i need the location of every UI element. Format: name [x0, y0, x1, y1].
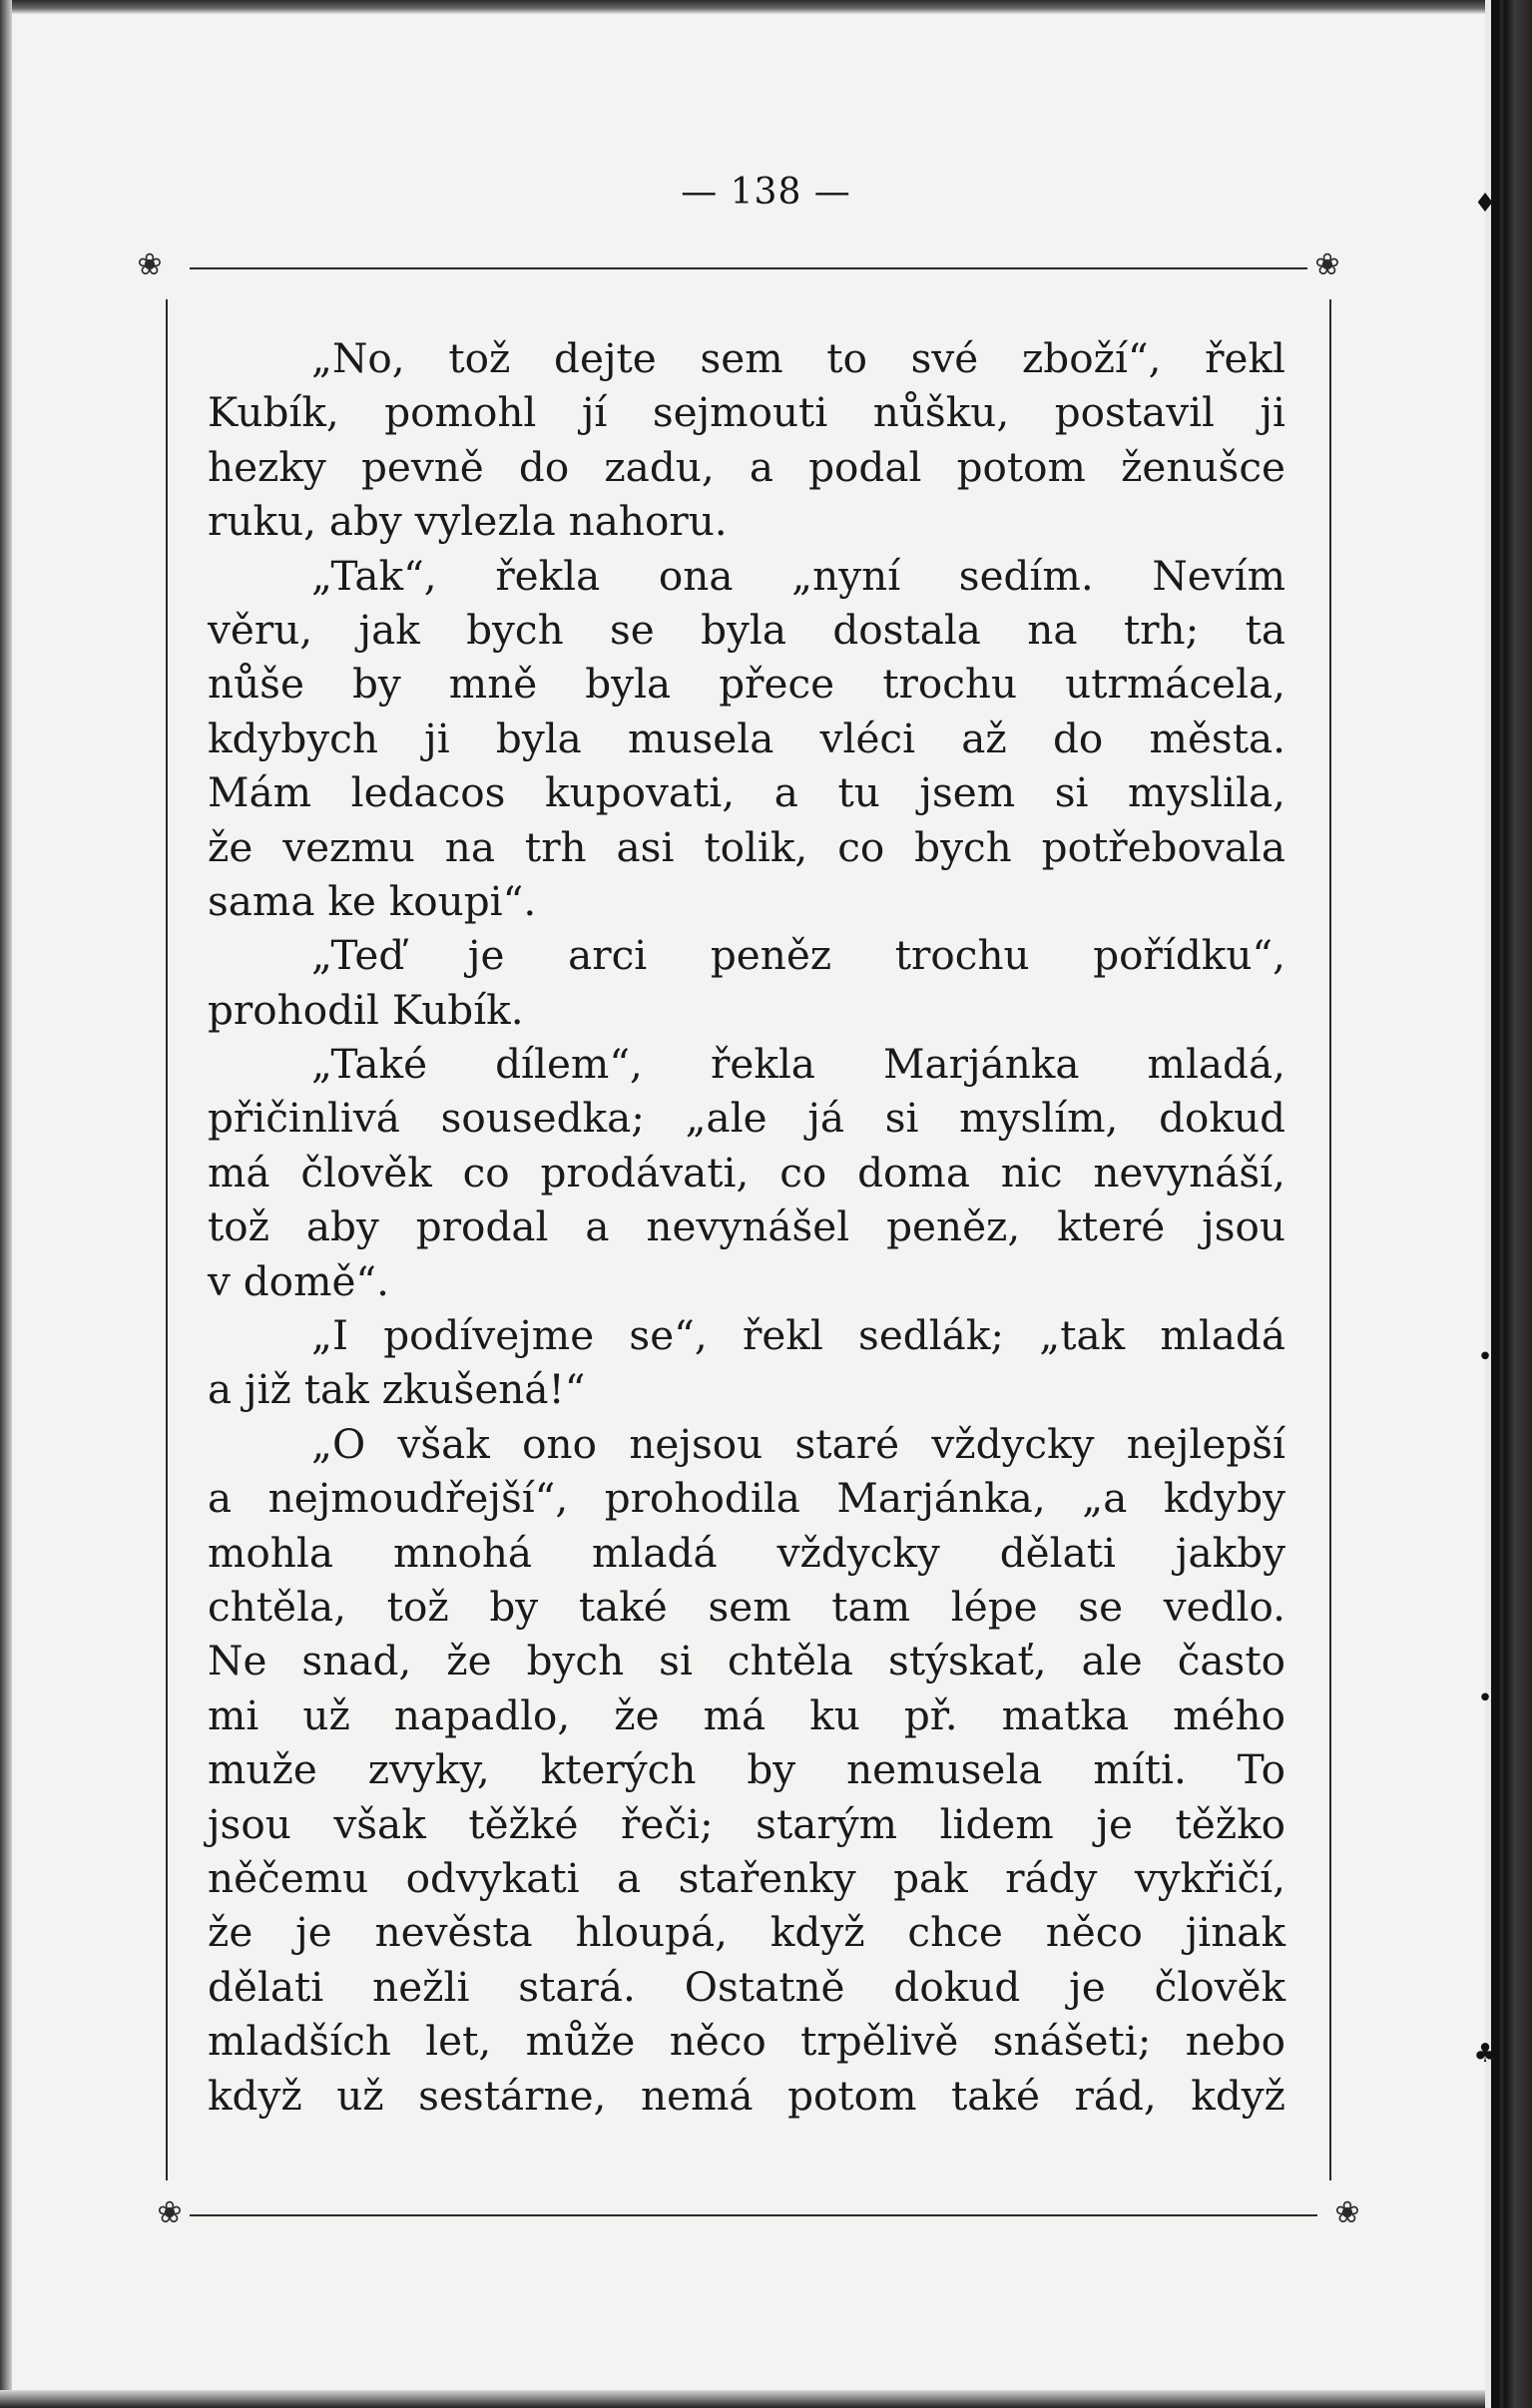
- page-number: — 138 —: [681, 172, 851, 213]
- frame-bottom-rule: [190, 2214, 1317, 2216]
- text-line: věru, jak bych se byla dostala na trh; ta: [208, 605, 1285, 654]
- text-line: přičinlivá sousedka; „ale já si myslím, dokud: [208, 1094, 1285, 1143]
- text-line: když už sestárne, nemá potom také rád, když: [208, 2071, 1285, 2120]
- text-line: „Tak“, řekla ona „nyní sedím. Nevím: [311, 551, 1285, 600]
- binding-ornament-icon: ♣: [1473, 2039, 1497, 2069]
- corner-ornament-icon: ❀: [1334, 2195, 1360, 2230]
- frame-left-rule: [166, 299, 168, 2180]
- text-line: „O však ono nejsou staré vždycky nejlepší: [311, 1419, 1285, 1468]
- text-line: mladších let, může něco trpělivě snášeti; nebo: [208, 2017, 1285, 2066]
- binding-ornament-icon: •: [1477, 1684, 1493, 1713]
- text-line: „Teď je arci peněz trochu pořídku“,: [311, 931, 1285, 980]
- text-line: něčemu odvykati a stařenky pak rády vykřičí,: [208, 1853, 1285, 1902]
- frame-top-rule: [190, 267, 1307, 269]
- text-line: tož aby prodal a nevynášel peněz, které jsou: [208, 1203, 1285, 1251]
- text-line: hezky pevně do zadu, a podal potom ženušce: [208, 442, 1285, 491]
- text-line: má člověk co prodávati, co doma nic nevynáší,: [208, 1148, 1285, 1197]
- scan-edge-top: [0, 0, 1532, 14]
- text-line: ruku, aby vylezla nahoru.: [208, 497, 728, 546]
- corner-ornament-icon: ❀: [137, 247, 163, 282]
- binding-ornament-icon: •: [1477, 1342, 1493, 1372]
- text-line: kdybych ji byla musela vléci až do města.: [208, 714, 1285, 762]
- text-line: sama ke koupi“.: [208, 876, 537, 925]
- text-line: prohodil Kubík.: [208, 985, 524, 1034]
- text-line: Kubík, pomohl jí sejmouti nůšku, postavil ji: [208, 388, 1285, 437]
- text-line: nůše by mně byla přece trochu utrmácela,: [208, 660, 1285, 709]
- text-line: „No, tož dejte sem to své zboží“, řekl: [311, 334, 1285, 382]
- text-line: dělati nežli stará. Ostatně dokud je člověk: [208, 1962, 1285, 2011]
- text-line: muže zvyky, kterých by nemusela míti. To: [208, 1745, 1285, 1794]
- text-line: a nejmoudřejší“, prohodila Marjánka, „a kdyby: [208, 1474, 1285, 1523]
- corner-ornament-icon: ❀: [1314, 247, 1340, 282]
- text-line: že je nevěsta hloupá, když chce něco jinak: [208, 1908, 1285, 1957]
- text-line: „Také dílem“, řekla Marjánka mladá,: [311, 1040, 1285, 1089]
- text-line: chtěla, tož by také sem tam lépe se vedlo.: [208, 1582, 1285, 1631]
- text-line: „I podívejme se“, řekl sedlák; „tak mladá: [311, 1311, 1285, 1360]
- text-line: Ne snad, že bych si chtěla stýskať, ale často: [208, 1637, 1285, 1686]
- text-line: jsou však těžké řeči; starým lidem je těžko: [208, 1799, 1285, 1848]
- text-line: Mám ledacos kupovati, a tu jsem si myslila,: [208, 768, 1285, 817]
- text-line: mohla mnohá mladá vždycky dělati jakby: [208, 1528, 1285, 1577]
- scan-edge-left: [0, 0, 12, 2408]
- binding-ornament-icon: ♦: [1473, 189, 1497, 219]
- body-text: [208, 331, 1285, 2123]
- text-line: že vezmu na trh asi tolik, co bych potřebovala: [208, 822, 1285, 871]
- text-line: mi už napadlo, že má ku př. matka mého: [208, 1690, 1285, 1739]
- text-line: v domě“.: [208, 1256, 390, 1305]
- text-line: a již tak zkušená!“: [208, 1365, 586, 1414]
- corner-ornament-icon: ❀: [157, 2195, 183, 2230]
- frame-right-rule: [1329, 299, 1331, 2180]
- scan-edge-bottom: [0, 2390, 1532, 2408]
